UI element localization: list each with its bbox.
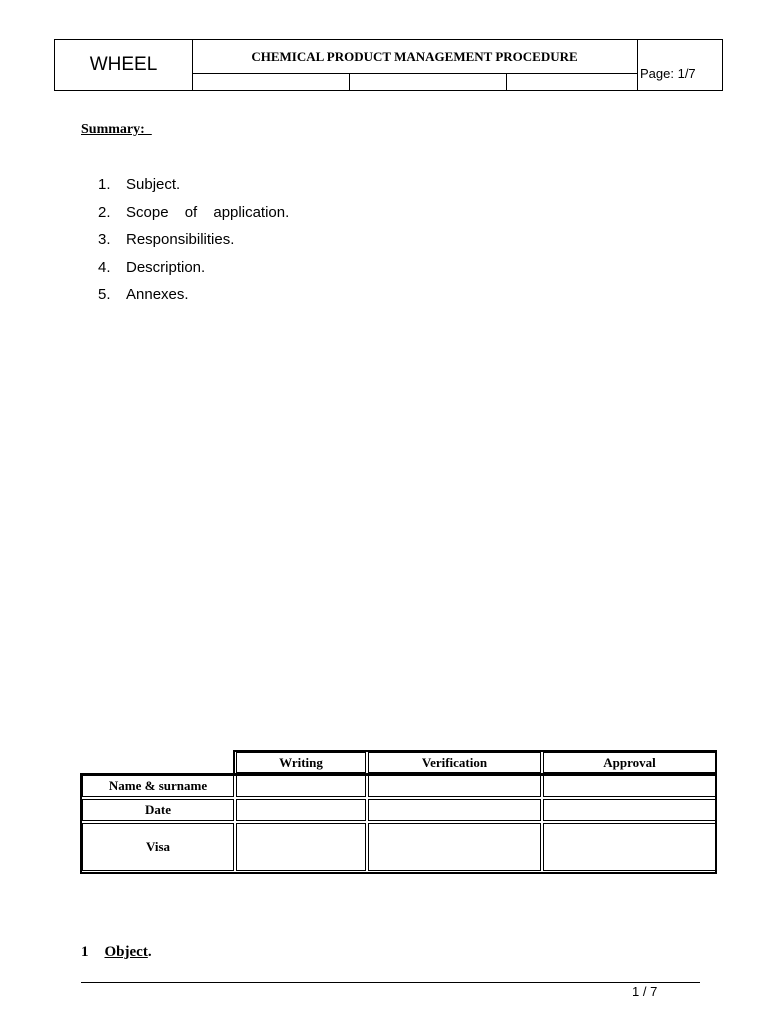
row-label-visa: Visa xyxy=(82,823,234,871)
list-item xyxy=(98,230,289,258)
column-header-approval: Approval xyxy=(543,752,716,773)
list-item-number: 1. xyxy=(98,176,111,193)
row-label-date: Date xyxy=(82,799,234,821)
list-item-text: Annexes. xyxy=(126,286,189,303)
footer-page-number: 1 / 7 xyxy=(632,984,658,999)
company-name: WHEEL xyxy=(55,40,193,90)
header-page-number: Page: 1/7 xyxy=(640,66,696,81)
document-title: CHEMICAL PRODUCT MANAGEMENT PROCEDURE xyxy=(192,40,637,74)
table-cell xyxy=(543,799,716,821)
list-item-text: Description. xyxy=(126,258,206,276)
column-header-verification: Verification xyxy=(368,752,541,773)
list-item-number: 4. xyxy=(98,258,111,276)
header-middle xyxy=(192,40,638,90)
list-item xyxy=(98,258,289,286)
table-cell xyxy=(368,823,541,871)
list-item xyxy=(98,203,289,231)
table-cell xyxy=(236,799,366,821)
list-item xyxy=(98,175,289,203)
approval-table xyxy=(80,750,718,873)
section-heading xyxy=(81,944,152,961)
list-item-text: Subject. xyxy=(126,176,181,193)
list-item xyxy=(98,285,289,313)
table-cell xyxy=(236,775,366,797)
list-item-text: Scope of application. xyxy=(126,203,290,221)
header-empty-cell xyxy=(349,74,507,90)
section-title-suffix: . xyxy=(147,944,152,960)
section-title: Object xyxy=(104,944,148,960)
header-empty-cell xyxy=(192,74,350,90)
row-label-name: Name & surname xyxy=(82,775,234,797)
list-item-number: 2. xyxy=(98,203,111,221)
table-cell xyxy=(368,775,541,797)
table-cell xyxy=(368,799,541,821)
table-cell xyxy=(543,823,716,871)
table-cell xyxy=(543,775,716,797)
table-cell xyxy=(236,823,366,871)
list-item-number: 5. xyxy=(98,286,111,303)
list-item-number: 3. xyxy=(98,231,111,248)
column-header-writing: Writing xyxy=(236,752,366,773)
summary-list xyxy=(98,175,289,313)
footer-divider xyxy=(81,982,700,983)
table-corner xyxy=(82,752,234,773)
section-number: 1 xyxy=(81,944,89,960)
document-header xyxy=(54,39,723,91)
list-item-text: Responsibilities. xyxy=(126,231,235,248)
summary-heading: Summary: xyxy=(81,122,152,137)
